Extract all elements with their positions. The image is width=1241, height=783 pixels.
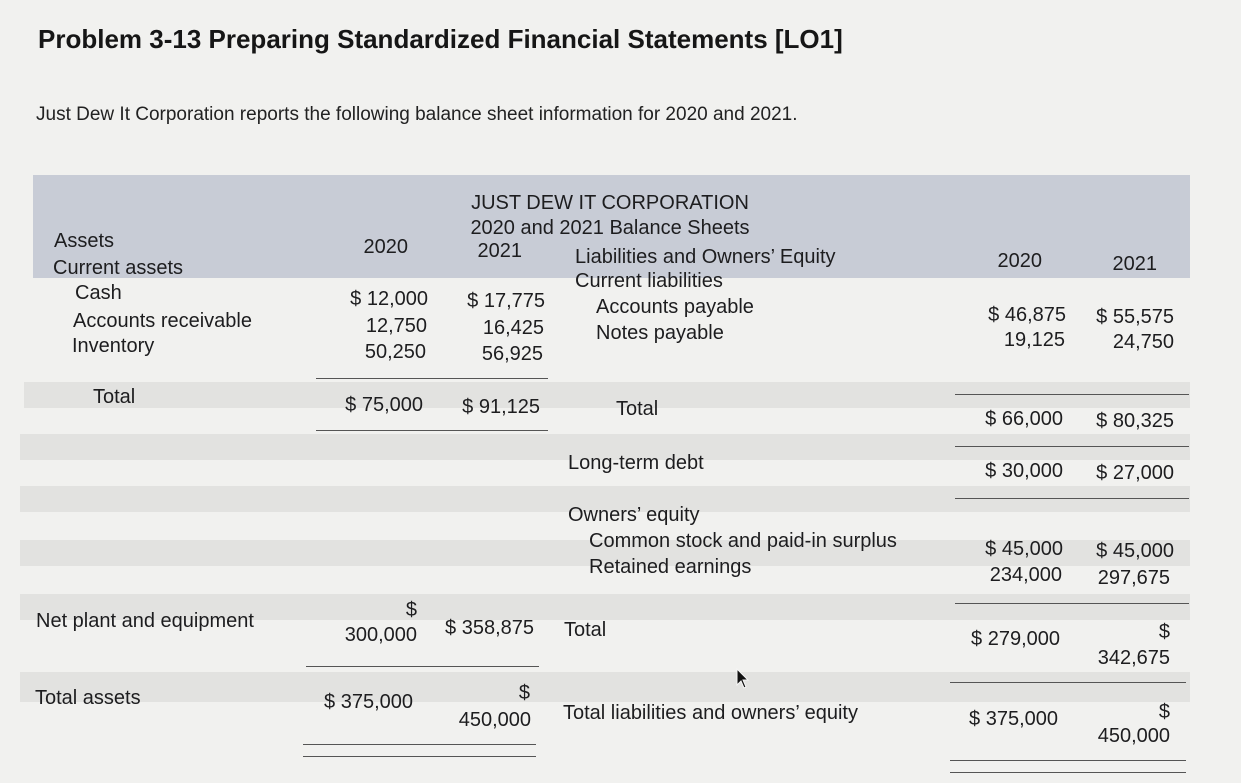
re-2020: 234,000 (989, 564, 1062, 586)
oe-total-2021-sign: $ (1158, 621, 1170, 643)
ar-2021: 16,425 (482, 317, 544, 339)
double-underline (950, 772, 1186, 773)
assets-year-2021: 2021 (477, 240, 522, 262)
liab-year-2021: 2021 (1112, 253, 1157, 275)
total-le-label: Total liabilities and owners’ equity (563, 702, 858, 724)
ltd-2020: $ 30,000 (985, 460, 1063, 482)
statement-subtitle: 2020 and 2021 Balance Sheets (470, 217, 750, 239)
cl-total-label: Total (616, 398, 659, 420)
current-liabilities-label: Current liabilities (575, 270, 723, 292)
npe-label: Net plant and equipment (36, 610, 254, 632)
ltd-label: Long-term debt (568, 452, 704, 474)
liabilities-header: Liabilities and Owners’ Equity (575, 246, 836, 268)
npe-2021: $ 358,875 (445, 617, 534, 639)
npe-2020: 300,000 (344, 624, 417, 646)
underline (316, 378, 548, 379)
cash-2021: $ 17,775 (467, 290, 545, 312)
page-title: Problem 3-13 Preparing Standardized Financial Statements [LO1] (38, 24, 843, 54)
ca-total-2020: $ 75,000 (345, 394, 423, 416)
inventory-2020: 50,250 (364, 341, 426, 363)
row-band (20, 672, 1190, 702)
ca-total-2021: $ 91,125 (462, 396, 540, 418)
inventory-label: Inventory (72, 335, 155, 357)
assets-year-2020: 2020 (363, 236, 408, 258)
cs-2021: $ 45,000 (1096, 540, 1174, 562)
cl-total-2021: $ 80,325 (1096, 410, 1174, 432)
underline (306, 666, 539, 667)
cs-label: Common stock and paid-in surplus (589, 530, 897, 552)
total-le-2021: 450,000 (1097, 725, 1170, 747)
oe-total-2020: $ 279,000 (971, 628, 1060, 650)
oe-total-label: Total (564, 619, 607, 641)
ap-2021: $ 55,575 (1096, 306, 1174, 328)
total-le-2020: $ 375,000 (969, 708, 1058, 730)
ar-2020: 12,750 (365, 315, 427, 337)
ap-2020: $ 46,875 (988, 304, 1066, 326)
np-label: Notes payable (596, 322, 724, 344)
cs-2020: $ 45,000 (985, 538, 1063, 560)
cash-2020: $ 12,000 (350, 288, 428, 310)
ltd-2021: $ 27,000 (1096, 462, 1174, 484)
underline (955, 446, 1189, 447)
total-assets-2021: 450,000 (458, 709, 531, 731)
underline (955, 603, 1189, 604)
cash-label: Cash (75, 282, 122, 304)
total-assets-label: Total assets (35, 687, 141, 709)
ca-total-label: Total (93, 386, 136, 408)
underline (316, 430, 548, 431)
total-assets-2021-sign: $ (518, 682, 530, 704)
total-le-2021-sign: $ (1158, 701, 1170, 723)
double-underline (303, 744, 536, 745)
underline (955, 394, 1189, 395)
row-band (24, 382, 1190, 408)
underline (955, 498, 1189, 499)
owners-equity-label: Owners’ equity (568, 504, 700, 526)
assets-header: Assets (54, 230, 115, 252)
cl-total-2020: $ 66,000 (985, 408, 1063, 430)
ap-label: Accounts payable (596, 296, 754, 318)
npe-2020-sign: $ (405, 599, 417, 621)
np-2020: 19,125 (1003, 329, 1065, 351)
intro-text: Just Dew It Corporation reports the following balance sheet information for 2020 and 2021. (36, 104, 798, 125)
oe-total-2021: 342,675 (1097, 647, 1170, 669)
ar-label: Accounts receivable (73, 310, 252, 332)
re-2021: 297,675 (1097, 567, 1170, 589)
underline (950, 682, 1186, 683)
mouse-cursor-icon (735, 668, 751, 690)
re-label: Retained earnings (589, 556, 752, 578)
liab-year-2020: 2020 (997, 250, 1042, 272)
current-assets-label: Current assets (53, 257, 184, 279)
double-underline (950, 760, 1186, 761)
inventory-2021: 56,925 (481, 343, 543, 365)
np-2021: 24,750 (1112, 331, 1174, 353)
double-underline (303, 756, 536, 757)
total-assets-2020: $ 375,000 (324, 691, 413, 713)
company-name: JUST DEW IT CORPORATION (471, 192, 749, 214)
